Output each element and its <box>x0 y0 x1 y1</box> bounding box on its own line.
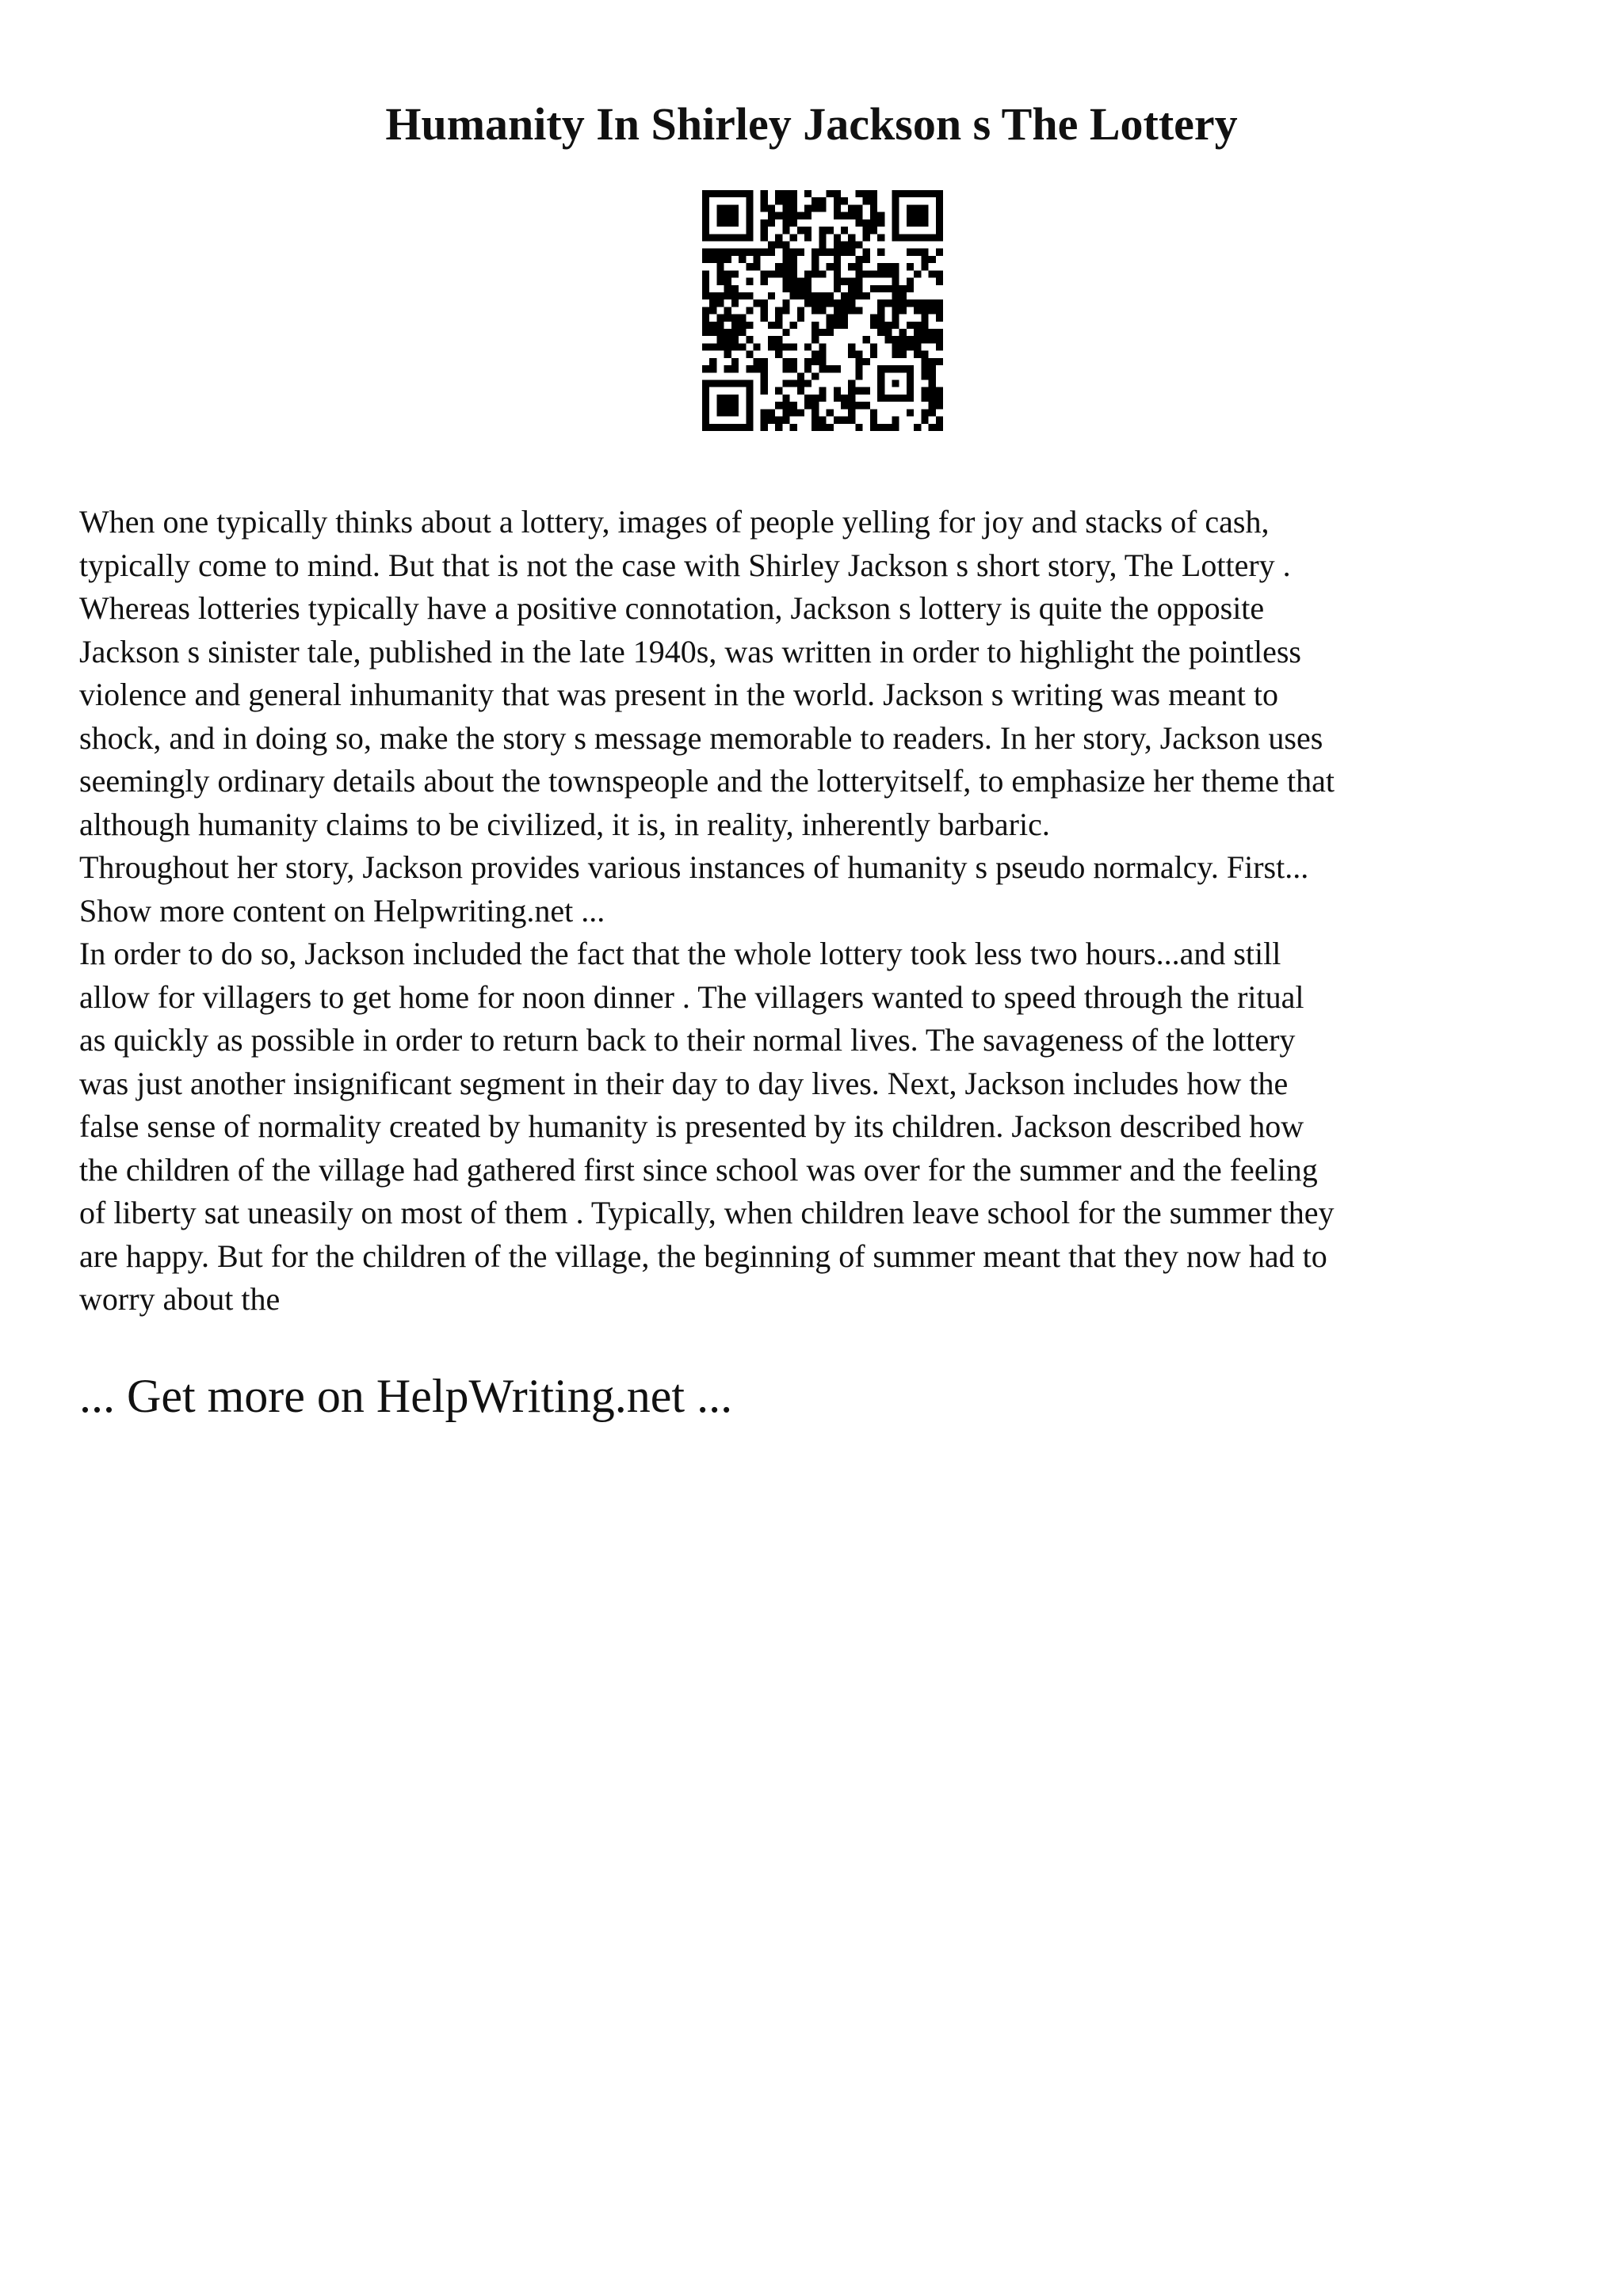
body-line: In order to do so, Jackson included the fact that the whole lottery took less two hours...and still <box>79 936 1281 971</box>
body-line: are happy. But for the children of the village, the beginning of summer meant that they now had to <box>79 1238 1327 1274</box>
qr-code-icon[interactable] <box>702 190 943 431</box>
body-line: Throughout her story, Jackson provides various instances of humanity s pseudo normalcy. First... <box>79 849 1309 885</box>
get-more-link[interactable]: ... Get more on HelpWriting.net ... <box>79 1370 733 1422</box>
body-line: shock, and in doing so, make the story s message memorable to readers. In her story, Jackson uses <box>79 719 1323 756</box>
body-line: although humanity claims to be civilized, it is, in reality, inherently barbaric. <box>79 806 1050 842</box>
body-line: Whereas lotteries typically have a positive connotation, Jackson s lottery is quite the opposite <box>79 590 1265 626</box>
body-line: typically come to mind. But that is not the case with Shirley Jackson s short story, The Lottery . <box>79 547 1291 583</box>
body-line: the children of the village had gathered first since school was over for the summer and the feeling <box>79 1151 1318 1188</box>
body-line: Show more content on Helpwriting.net ... <box>79 892 605 929</box>
body-line: of liberty sat uneasily on most of them . Typically, when children leave school for the summer they <box>79 1195 1335 1230</box>
body-line: was just another insignificant segment in their day to day lives. Next, Jackson includes how the <box>79 1065 1289 1101</box>
body-line: When one typically thinks about a lottery, images of people yelling for joy and stacks of cash, <box>79 504 1270 540</box>
body-line: Jackson s sinister tale, published in the late 1940s, was written in order to highlight the pointless <box>79 633 1301 669</box>
body-line: violence and general inhumanity that was present in the world. Jackson s writing was meant to <box>79 677 1278 712</box>
body-line: worry about the <box>79 1281 281 1317</box>
body-line: seemingly ordinary details about the townspeople and the lotteryitself, to emphasize her theme that <box>79 763 1335 799</box>
body-line: as quickly as possible in order to return back to their normal lives. The savageness of the lottery <box>79 1022 1296 1058</box>
page-title: Humanity In Shirley Jackson s The Lottery <box>385 98 1238 150</box>
body-line: false sense of normality created by humanity is presented by its children. Jackson described how <box>79 1108 1304 1144</box>
body-line: allow for villagers to get home for noon dinner . The villagers wanted to speed through the ritual <box>79 978 1304 1015</box>
article-body <box>79 501 1569 1322</box>
